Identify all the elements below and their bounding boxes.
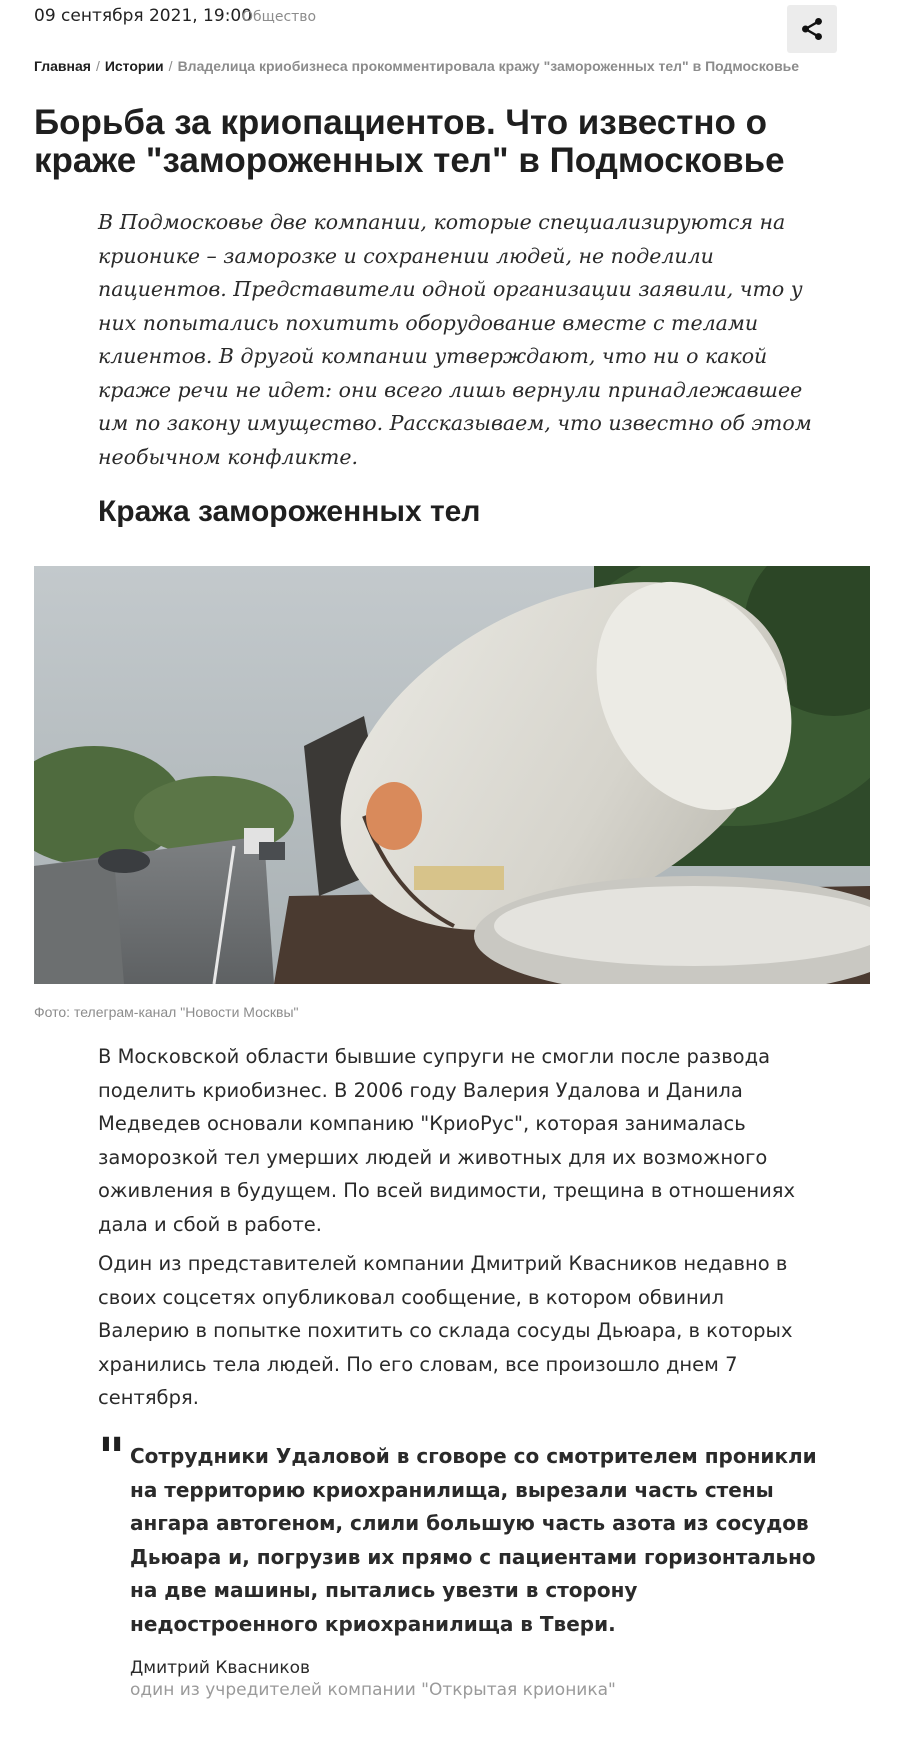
article-photo: [34, 566, 870, 984]
quote-mark-icon: ": [98, 1427, 126, 1488]
section-heading: Кража замороженных тел: [98, 495, 481, 528]
publish-date: 09 сентября 2021, 19:00: [34, 6, 253, 26]
article-title: Борьба за криопациентов. Что известно о краже "замороженных тел" в Подмосковье: [34, 103, 785, 180]
article-paragraph: В Московской области бывшие супруги не смогли после развода поделить криобизнес. В 2006 году Валерия Удалова и Данила Медведев основали компанию "КриоРус", которая занималась заморозкой тел умерших людей и животных для их возможного оживления в будущем. По всей видимости, трещина в отношениях дала и сбой в работе.: [98, 1045, 796, 1236]
breadcrumb-separator: /: [95, 58, 100, 74]
breadcrumb-stories[interactable]: Истории: [104, 58, 164, 74]
share-button[interactable]: [787, 5, 837, 53]
article-lead: В Подмосковье две компании, которые специализируются на крионике – заморозке и сохранении людей, не поделили пациентов. Представители одной организации заявили, что у них попытались похитить оборудование вместе с телами клиентов. В другой компании утверждают, что ни о какой краже речи не идет: они всего лишь вернули принадлежавшее им по закону имущество. Рассказываем, что известно об этом необычном конфликте.: [98, 210, 812, 469]
breadcrumb: [34, 58, 814, 75]
quote-author-role: один из учредителей компании "Открытая крионика": [130, 1680, 616, 1700]
share-icon: [799, 16, 825, 42]
quote-author: Дмитрий Квасников: [130, 1658, 311, 1678]
blockquote-text: Сотрудники Удаловой в сговоре со смотрителем проникли на территорию криохранилища, вырезали часть стены ангара автогеном, слили большую часть азота из сосудов Дьюара и, погрузив их прямо с пациентами горизонтально на две машины, пытались увезти в сторону недостроенного криохранилища в Твери.: [130, 1444, 817, 1636]
article-paragraph: Один из представителей компании Дмитрий Квасников недавно в своих соцсетях опубликовал сообщение, в котором обвинил Валерию в попытке похитить со склада сосуды Дьюара, в которых хранились тела людей. По его словам, все произошло днем 7 сентября.: [98, 1252, 793, 1409]
breadcrumb-separator: /: [168, 58, 173, 74]
breadcrumb-current: Владелица криобизнеса прокомментировала кражу "замороженных тел" в Подмосковье: [177, 58, 800, 74]
breadcrumb-home[interactable]: Главная: [34, 58, 91, 74]
rubric-link[interactable]: Общество: [242, 9, 317, 25]
article-meta-bar: [34, 6, 878, 46]
photo-caption: Фото: телеграм-канал "Новости Москвы": [34, 1004, 299, 1020]
